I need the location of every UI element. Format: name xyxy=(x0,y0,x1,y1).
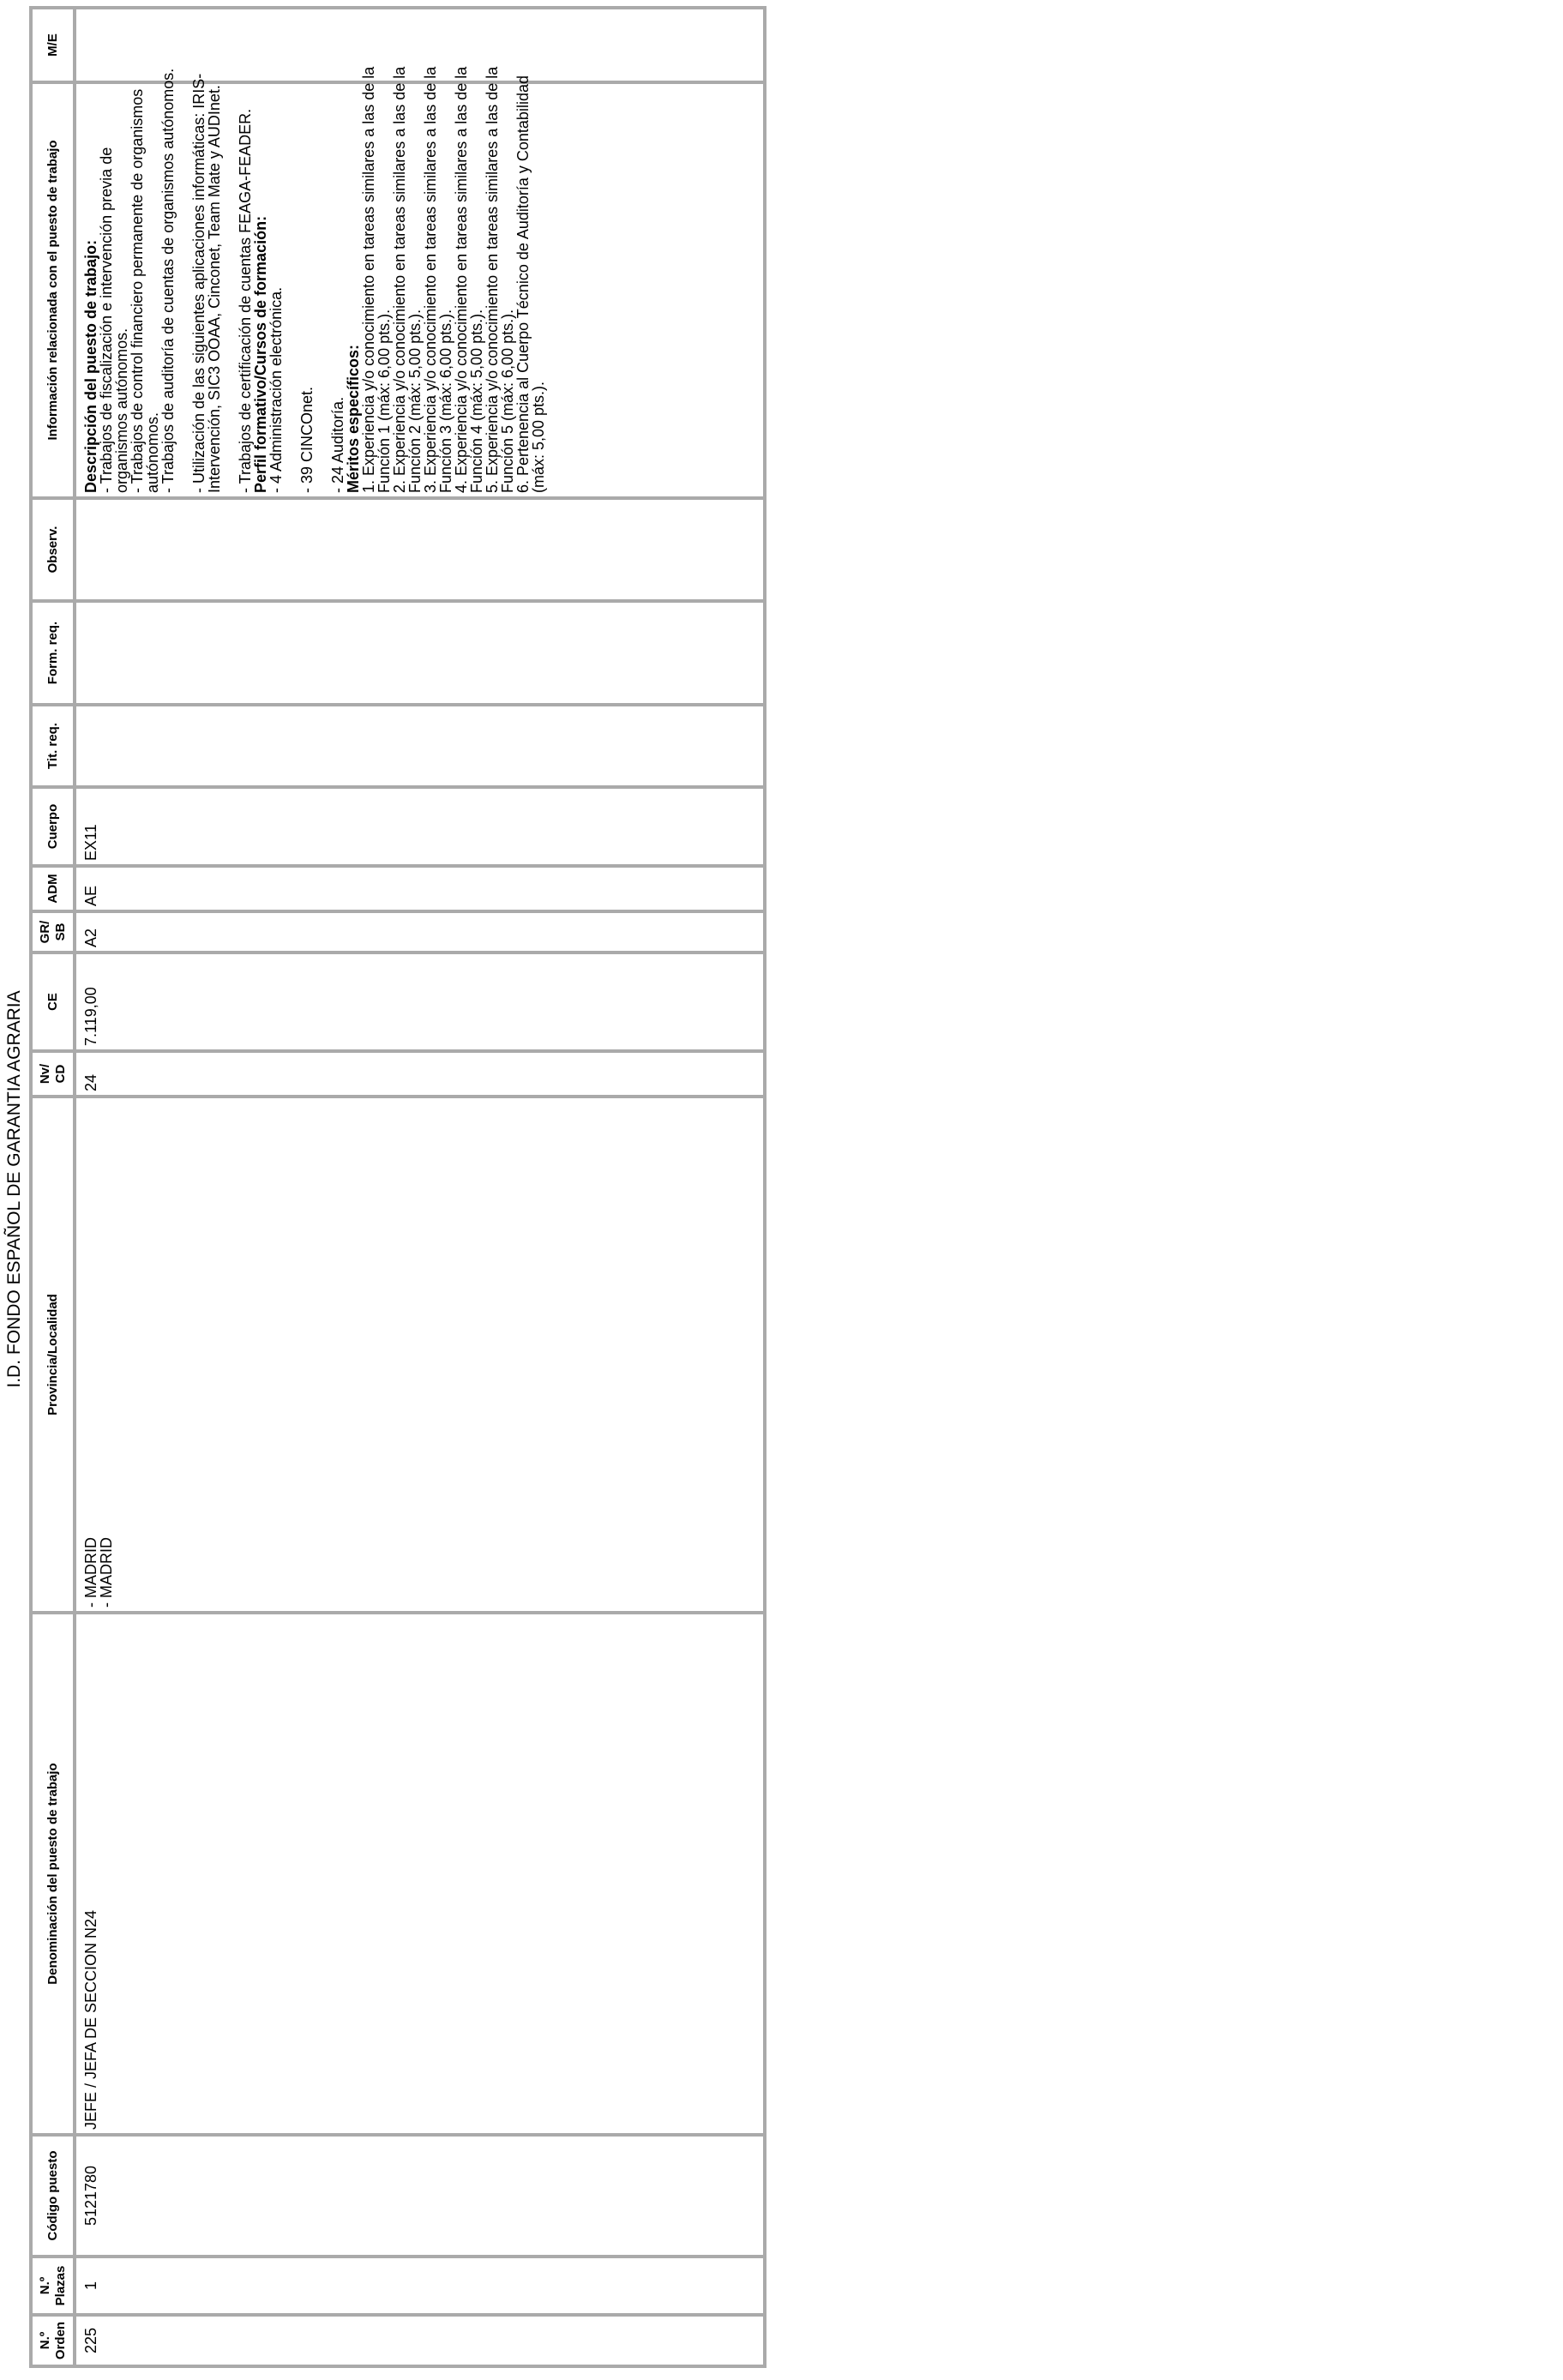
merito-line: (máx: 5,00 pts.). xyxy=(530,381,547,493)
perfil-item: - 4 Administración electrónica. xyxy=(268,286,285,493)
apps-line: Intervención, SIC3 OOAA, Cinconet, Team Mate y AUDInet. xyxy=(206,85,223,493)
cell-ce: 7.119,00 xyxy=(75,953,765,1051)
col-header-form: Form. req. xyxy=(31,601,75,705)
col-header-grupo-line1: GR/ xyxy=(37,920,52,944)
merito-line: 1. Experiencia y/o conocimiento en tareas similares a las de la xyxy=(360,66,377,493)
merito-line: 4. Experiencia y/o conocimiento en tareas similares a las de la xyxy=(453,66,470,493)
perfil-item: - 39 CINCOnet. xyxy=(298,386,316,493)
col-header-orden: N.º Orden xyxy=(31,2315,75,2366)
col-header-tit: Tit. req. xyxy=(31,705,75,787)
cell-codigo: 5121780 xyxy=(75,2135,765,2257)
apps-line: - Utilización de las siguientes aplicaciones informáticas: IRIS- xyxy=(190,73,207,493)
cell-form xyxy=(75,601,765,705)
col-header-nivel xyxy=(31,1051,75,1097)
desc-line: - Trabajos de control financiero permanente de organismos xyxy=(129,88,146,493)
col-header-adm: ADM xyxy=(31,866,75,911)
desc-line: - Trabajos de fiscalización e intervención previa de xyxy=(98,147,115,493)
merito-line: Función 1 (máx: 6,00 pts.). xyxy=(376,309,393,493)
meritos-heading: Méritos específicos: xyxy=(345,344,362,493)
job-table xyxy=(29,6,766,2368)
provincia-line: - MADRID xyxy=(82,1537,99,1608)
cell-adm: AE xyxy=(75,866,765,911)
col-header-codigo: Código puesto xyxy=(31,2135,75,2257)
cell-cuerpo: EX11 xyxy=(75,787,765,866)
perfil-item: - 24 Auditoría. xyxy=(329,396,346,493)
cell-nivel: 24 xyxy=(75,1051,765,1097)
table-row xyxy=(75,8,765,2366)
col-header-provincia: Provincia/Localidad xyxy=(31,1097,75,1613)
cell-me xyxy=(75,8,765,82)
merito-line: 2. Experiencia y/o conocimiento en tareas similares a las de la xyxy=(391,66,408,493)
col-header-cuerpo: Cuerpo xyxy=(31,787,75,866)
cell-grupo: A2 xyxy=(75,911,765,953)
col-header-nivel-line1: Nv/ xyxy=(37,1063,52,1085)
cell-orden: 225 xyxy=(75,2315,765,2366)
cert-line: - Trabajos de certificación de cuentas FEAGA-FEADER. xyxy=(237,108,254,493)
merito-line: 5. Experiencia y/o conocimiento en tareas similares a las de la xyxy=(484,66,501,493)
merito-line: 6. Pertenencia al Cuerpo Técnico de Auditoría y Contabilidad xyxy=(514,75,532,493)
cell-plazas: 1 xyxy=(75,2257,765,2315)
col-header-nivel-line2: CD xyxy=(52,1064,68,1084)
col-header-observ: Observ. xyxy=(31,498,75,601)
document-title: I.D. FONDO ESPAÑOL DE GARANTIA AGRARIA xyxy=(4,990,24,1388)
desc-line: - Trabajos de auditoría de cuentas de organismos autónomos. xyxy=(159,68,177,493)
col-header-plazas: N.º Plazas xyxy=(31,2257,75,2315)
desc-line: autónomos. xyxy=(144,412,161,493)
cell-denominacion: JEFE / JEFA DE SECCION N24 xyxy=(75,1613,765,2135)
cell-observ xyxy=(75,498,765,601)
localidad-line: - MADRID xyxy=(98,1537,115,1608)
col-header-denominacion: Denominación del puesto de trabajo xyxy=(31,1613,75,2135)
cell-tit xyxy=(75,705,765,787)
col-header-ce: CE xyxy=(31,953,75,1051)
header-row xyxy=(31,8,75,2366)
merito-line: Función 2 (máx: 5,00 pts.). xyxy=(406,309,424,493)
perfil-heading: Perfil formativo/Cursos de formación: xyxy=(252,215,269,493)
col-header-info: Información relacionada con el puesto de trabajo xyxy=(31,82,75,498)
cell-info xyxy=(75,66,765,498)
col-header-grupo-line2: SB xyxy=(52,923,68,941)
desc-heading: Descripción del puesto de trabajo: xyxy=(82,239,99,493)
col-header-grupo xyxy=(31,911,75,953)
cell-provincia xyxy=(75,1097,765,1613)
col-header-me: M/E xyxy=(31,8,75,82)
merito-line: Función 4 (máx: 5,00 pts.). xyxy=(468,309,485,493)
merito-line: Función 3 (máx: 6,00 pts.). xyxy=(437,309,454,493)
merito-line: Función 5 (máx: 6,00 pts.). xyxy=(499,309,516,493)
merito-line: 3. Experiencia y/o conocimiento en tareas similares a las de la xyxy=(422,66,439,493)
desc-line: organismos autónomos. xyxy=(113,328,130,493)
